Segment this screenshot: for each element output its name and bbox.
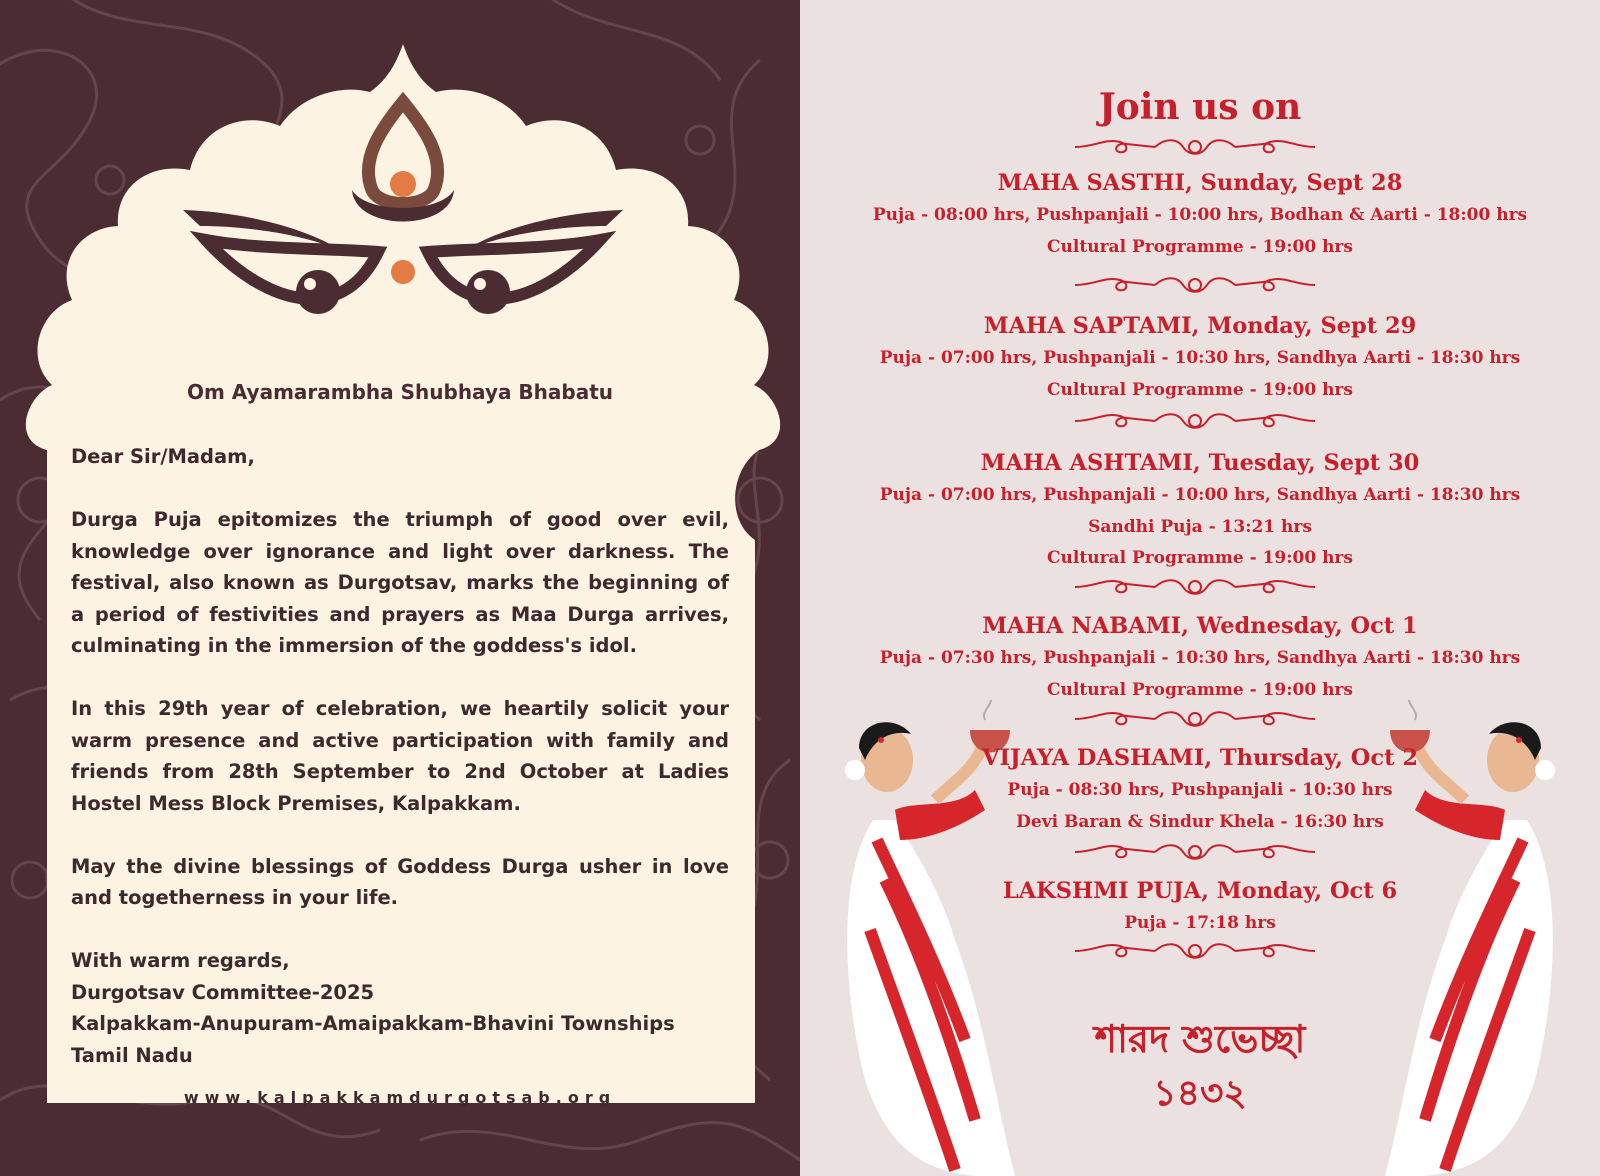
ornament-divider-icon <box>1075 408 1315 434</box>
ornament-divider-icon <box>1075 938 1315 964</box>
event-title: VIJAYA DASHAMI, Thursday, Oct 2 <box>982 745 1418 771</box>
event-line: Sandhi Puja - 13:21 hrs <box>1088 516 1312 537</box>
event-maha-sasthi <box>800 166 1600 263</box>
letter-paragraph: May the divine blessings of Goddess Durga usher in love and togetherness in your life. <box>71 854 729 909</box>
event-line: Puja - 07:00 hrs, Pushpanjali - 10:30 hrs, Sandhya Aarti - 18:30 hrs <box>879 348 1521 368</box>
event-line: Puja - 08:30 hrs, Pushpanjali - 10:30 hrs <box>1007 780 1393 800</box>
event-line: Devi Baran & Sindur Khela - 16:30 hrs <box>1016 811 1384 832</box>
ornament-divider-icon <box>1075 706 1315 732</box>
join-us-heading: Join us on <box>1098 86 1302 128</box>
event-line: Cultural Programme - 19:00 hrs <box>1047 679 1353 700</box>
event-title: MAHA ASHTAMI, Tuesday, Sept 30 <box>980 450 1420 476</box>
signoff-line: Tamil Nadu <box>71 1043 193 1067</box>
letter-paragraph: In this 29th year of celebration, we heartily solicit your warm presence and active participation with family and friends from 28th September to 2nd October at Ladies Hostel Mess Block Premises, Kalpakkam. <box>71 697 729 815</box>
event-maha-nabami <box>800 609 1600 706</box>
event-vijaya-dashami <box>800 741 1600 838</box>
signoff-line: Kalpakkam-Anupuram-Amaipakkam-Bhavini Townships <box>71 1012 675 1035</box>
event-lakshmi-puja <box>800 874 1600 940</box>
website-link[interactable]: www.kalpakkamdurgotsab.org <box>183 1088 617 1107</box>
event-line: Puja - 08:00 hrs, Pushpanjali - 10:00 hrs, Bodhan & Aarti - 18:00 hrs <box>872 205 1528 225</box>
event-title: MAHA SASTHI, Sunday, Sept 28 <box>997 170 1403 196</box>
ornament-divider-icon <box>1075 839 1315 865</box>
signoff-line: Durgotsav Committee-2025 <box>71 980 375 1004</box>
bengali-year: ১৪৩২ <box>1153 1072 1247 1114</box>
event-maha-ashtami <box>800 446 1600 575</box>
event-line: Puja - 07:00 hrs, Pushpanjali - 10:00 hrs, Sandhya Aarti - 18:30 hrs <box>879 485 1521 505</box>
signoff-line: With warm regards, <box>71 949 290 972</box>
greeting-title: Om Ayamarambha Shubhaya Bhabatu <box>186 380 614 404</box>
event-line: Cultural Programme - 19:00 hrs <box>1047 548 1353 568</box>
ornament-divider-icon <box>1075 272 1315 298</box>
event-line: Cultural Programme - 19:00 hrs <box>1047 379 1353 400</box>
event-line: Cultural Programme - 19:00 hrs <box>1047 236 1353 257</box>
letter-body <box>71 441 729 1071</box>
event-line: Puja - 07:30 hrs, Pushpanjali - 10:30 hrs, Sandhya Aarti - 18:30 hrs <box>879 648 1521 668</box>
letter-paragraph: Durga Puja epitomizes the triumph of good over evil, knowledge over ignorance and light over darkness. The festival, also known as Durgotsav, marks the beginning of a period of festivities and prayers as Maa Durga arrives, culminating in the immersion of the goddess's idol. <box>71 508 729 657</box>
event-title: LAKSHMI PUJA, Monday, Oct 6 <box>1002 878 1398 904</box>
event-title: MAHA NABAMI, Wednesday, Oct 1 <box>982 613 1418 639</box>
event-line: Puja - 17:18 hrs <box>1124 913 1276 933</box>
bengali-greeting: শারদ শুভেচ্ছা <box>1094 1016 1306 1061</box>
salutation: Dear Sir/Madam, <box>71 445 255 468</box>
ornament-divider-icon <box>1075 574 1315 600</box>
ornament-divider-icon <box>1075 134 1315 160</box>
event-title: MAHA SAPTAMI, Monday, Sept 29 <box>983 313 1417 339</box>
event-maha-saptami <box>800 309 1600 406</box>
schedule-panel <box>800 0 1600 1176</box>
